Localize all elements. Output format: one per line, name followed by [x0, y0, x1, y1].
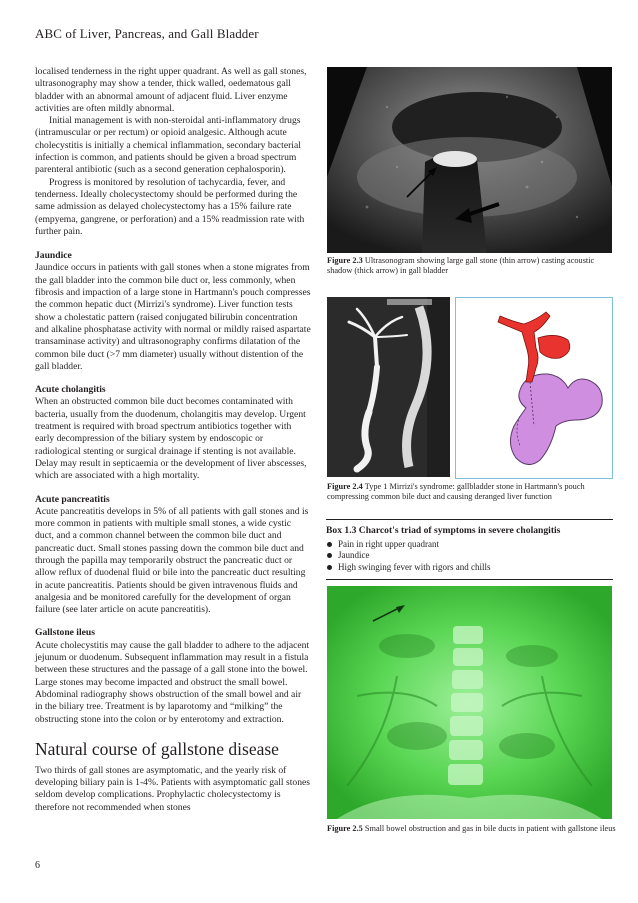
pancreatitis-heading: Acute pancreatitis	[35, 493, 110, 505]
xray-graphic	[327, 586, 612, 819]
box-list-item: Pain in right upper quadrant	[326, 539, 613, 550]
section-heading: Natural course of gallstone disease	[35, 738, 279, 759]
abdominal-xray-image	[327, 586, 612, 819]
ileus-paragraph: Acute cholecystitis may cause the gall bladder to adhere to the adjacent jejunum or duodenum. Subsequent inflammation may result in a fistula between these structures and the passage of a gall stone into the bowel. Large stones may become impacted and obstruct the small bowel. Abdominal radiography shows obstruction of the small bowel and air in the biliary tree. Treatment is by laparotomy and “milking” the obstructing stone into the colon or by enterotomy and extraction.	[35, 639, 310, 725]
figure-2-4-caption	[327, 482, 617, 503]
jaundice-paragraph: Jaundice occurs in patients with gall stones when a stone migrates from the gall bladder into the common bile duct or, less commonly, when fibrosis and impaction of a large stone in Hartmann's pouch compresses the common hepatic duct (Mirrizi's syndrome). Liver function tests show a cholestatic pattern (raised conjugated bilirubin concentration and alkaline phosphatase activity with normal or mildly raised aspartate transaminase activity) and ultrasonography confirms dilatation of the common bile duct (>7 mm diameter) usually without distention of the gall bladder.	[35, 262, 311, 372]
figure-2-3-caption	[327, 256, 617, 277]
pancreas-duodenum	[510, 374, 602, 465]
cholangiogram-image	[327, 297, 450, 477]
intro-paragraph-1: localised tenderness in the right upper quadrant. As well as gall stones, ultrasonography may show a tender, thick walled, oedematous gall bladder with an abnormal amount of adjacent fluid. Liver enzyme activities are often mildly abnormal.	[35, 66, 307, 114]
ultrasound-graphic	[327, 67, 612, 253]
figure-2-3-label: Figure 2.3	[327, 256, 363, 265]
gallbladder-pouch	[538, 335, 570, 358]
figure-2-5-label: Figure 2.5	[327, 824, 363, 833]
pancreatitis-paragraph: Acute pancreatitis develops in 5% of all patients with gall stones and is more common in patients with multiple small stones, a wide cystic duct, and a common channel between the common bile duct and pancreatic duct. Small stones passing down the common bile duct and through the papilla may temporarily obstruct the pancreatic duct or allow reflux of duodenal fluid or bile into the pancreatic duct resulting in acute pancreatitis. Patients should be given intravenous fluids and analgesia and be monitored carefully for the development of organ failure (see later article on acute pancreatitis).	[35, 505, 309, 616]
natural-course-paragraph: Two thirds of gall stones are asymptomatic, and the yearly risk of developing biliary pain is 1-4%. Patients with asymptomatic gall stones seldom develop complications. Prophylactic cholecystectomy is therefore not recommended when stones	[35, 764, 310, 813]
ultrasound-image	[327, 67, 612, 253]
mirrizi-graphic	[456, 298, 612, 478]
ileus-heading: Gallstone ileus	[35, 627, 95, 639]
box-list-item: Jaundice	[326, 550, 613, 561]
figure-2-4-label: Figure 2.4	[327, 482, 363, 491]
page-number: 6	[35, 860, 40, 871]
running-head: ABC of Liver, Pancreas, and Gall Bladder	[35, 26, 259, 41]
intro-paragraph-3: Progress is monitored by resolution of tachycardia, fever, and tenderness. Ideally cholecystectomy should be performed during the same admission as delayed cholecystectomy has a 15% failure rate (empyema, gangrene, or perforation) and a 15% readmission rate with further pain.	[35, 176, 305, 237]
box-list	[326, 539, 613, 573]
cholangitis-paragraph: When an obstructed common bile duct becomes contaminated with bacteria, usually from the duodenum, cholangitis may develop. Urgent treatment is required with broad spectrum antibiotics together with early decompression of the biliary system by endoscopic or radiological stenting or surgical drainage if stenting is not available. Delay may result in septicaemia or the development of liver abscesses, which are associated with a high mortality.	[35, 396, 307, 482]
mirrizi-diagram	[455, 297, 613, 479]
figure-2-4-text: Type 1 Mirrizi's syndrome: gallbladder stone in Hartmann's pouch compressing common bile duct and causing deranged liver function	[327, 482, 585, 502]
cholangiogram-graphic	[327, 297, 450, 477]
figure-2-5-text: Small bowel obstruction and gas in bile ducts in patient with gallstone ileus	[364, 824, 616, 833]
box-title: Box 1.3 Charcot's triad of symptoms in severe cholangitis	[326, 525, 561, 536]
cholangitis-heading: Acute cholangitis	[35, 384, 106, 396]
figure-2-3-text: Ultrasonogram showing large gall stone (thin arrow) casting acoustic shadow (thick arrow) in gall bladder	[327, 256, 595, 276]
intro-paragraph-2: Initial management is with non-steroidal anti-inflammatory drugs (intramuscular or per rectum) or opioid analgesic. Although acute cholecystitis is initially a chemical inflammation, secondary bacterial infection is common, and patients should be given a broad spectrum parenteral antibiotic (such as a second generation cephalosporin).	[35, 115, 301, 176]
box-charcot-triad	[326, 519, 613, 580]
box-list-item: High swinging fever with rigors and chills	[326, 562, 613, 573]
figure-2-5-caption	[327, 824, 617, 834]
left-column	[35, 66, 311, 814]
jaundice-heading: Jaundice	[35, 250, 72, 262]
